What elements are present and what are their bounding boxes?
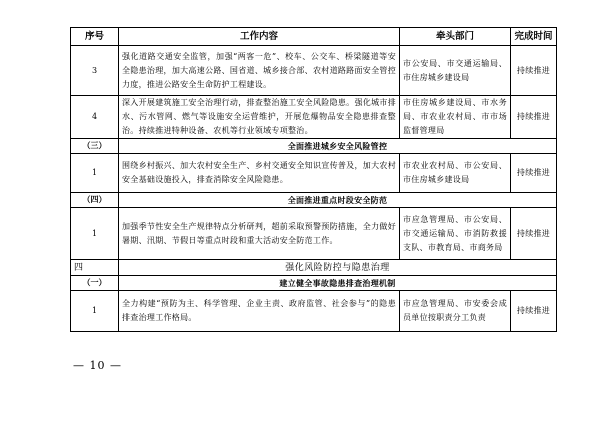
table-row xyxy=(71,291,557,332)
completion-time: 持续推进 xyxy=(511,154,557,193)
major-section-row xyxy=(71,260,557,276)
work-content: 加强季节性安全生产规律特点分析研判，超前采取预警预防措施，全力做好暑期、汛期、节假日等重点时段和重大活动安全防范工作。 xyxy=(119,208,400,260)
completion-time: 持续推进 xyxy=(511,96,557,139)
work-content: 强化道路交通安全监管，加强“两客一危”、校车、公交车、桥梁隧道等安全隐患治理，加大高速公路、国省道、城乡接合部、农村道路路面安全管控力度，推进公路安全生命防护工程建设。 xyxy=(119,46,400,96)
section-row xyxy=(71,276,557,291)
lead-department: 市住房城乡建设局、市水务局、市农业农村局、市市场监督管理局 xyxy=(400,96,511,139)
header-time: 完成时间 xyxy=(511,28,557,46)
row-number: 1 xyxy=(71,154,119,193)
section-title: 全面推进重点时段安全防范 xyxy=(119,193,557,208)
header-num: 序号 xyxy=(71,28,119,46)
row-number: 1 xyxy=(71,208,119,260)
section-title: 强化风险防控与隐患治理 xyxy=(119,260,557,276)
work-content: 全力构建“预防为主、科学管理、企业主责、政府监管、社会参与”的隐患排查治理工作格局。 xyxy=(119,291,400,332)
header-content: 工作内容 xyxy=(119,28,400,46)
section-title: 建立健全事故隐患排查治理机制 xyxy=(119,276,557,291)
lead-department: 市公安局、市交通运输局、市住房城乡建设局 xyxy=(400,46,511,96)
section-number: （三） xyxy=(71,139,119,154)
completion-time: 持续推进 xyxy=(511,46,557,96)
lead-department: 市应急管理局、市安委会成员单位按职责分工负责 xyxy=(400,291,511,332)
table-row xyxy=(71,208,557,260)
section-row xyxy=(71,193,557,208)
work-content: 深入开展建筑施工安全治理行动，排查整治施工安全风险隐患。强化城市排水、污水管网、燃气等设施安全运营维护，开展危爆物品安全隐患排查整治。持续推进特种设备、农机等行业领域专项整治。 xyxy=(119,96,400,139)
completion-time: 持续推进 xyxy=(511,208,557,260)
section-number: （四） xyxy=(71,193,119,208)
section-row xyxy=(71,139,557,154)
row-number: 4 xyxy=(71,96,119,139)
row-number: 1 xyxy=(71,291,119,332)
lead-department: 市农业农村局、市公安局、市住房城乡建设局 xyxy=(400,154,511,193)
row-number: 3 xyxy=(71,46,119,96)
section-number: 四 xyxy=(71,260,119,276)
page-number: — 10 — xyxy=(73,359,122,372)
section-number: （一） xyxy=(71,276,119,291)
header-lead: 牵头部门 xyxy=(400,28,511,46)
table-header-row xyxy=(71,28,557,46)
table-row xyxy=(71,96,557,139)
table-row xyxy=(71,154,557,193)
task-table xyxy=(70,27,557,332)
table-body xyxy=(71,46,557,332)
lead-department: 市应急管理局、市公安局、市交通运输局、市消防救援支队、市教育局、市商务局 xyxy=(400,208,511,260)
completion-time: 持续推进 xyxy=(511,291,557,332)
table-row xyxy=(71,46,557,96)
work-content: 围绕乡村振兴、加大农村安全生产、乡村交通安全知识宣传普及，加大农村安全基础设施投入，排查消除安全风险隐患。 xyxy=(119,154,400,193)
section-title: 全面推进城乡安全风险管控 xyxy=(119,139,557,154)
